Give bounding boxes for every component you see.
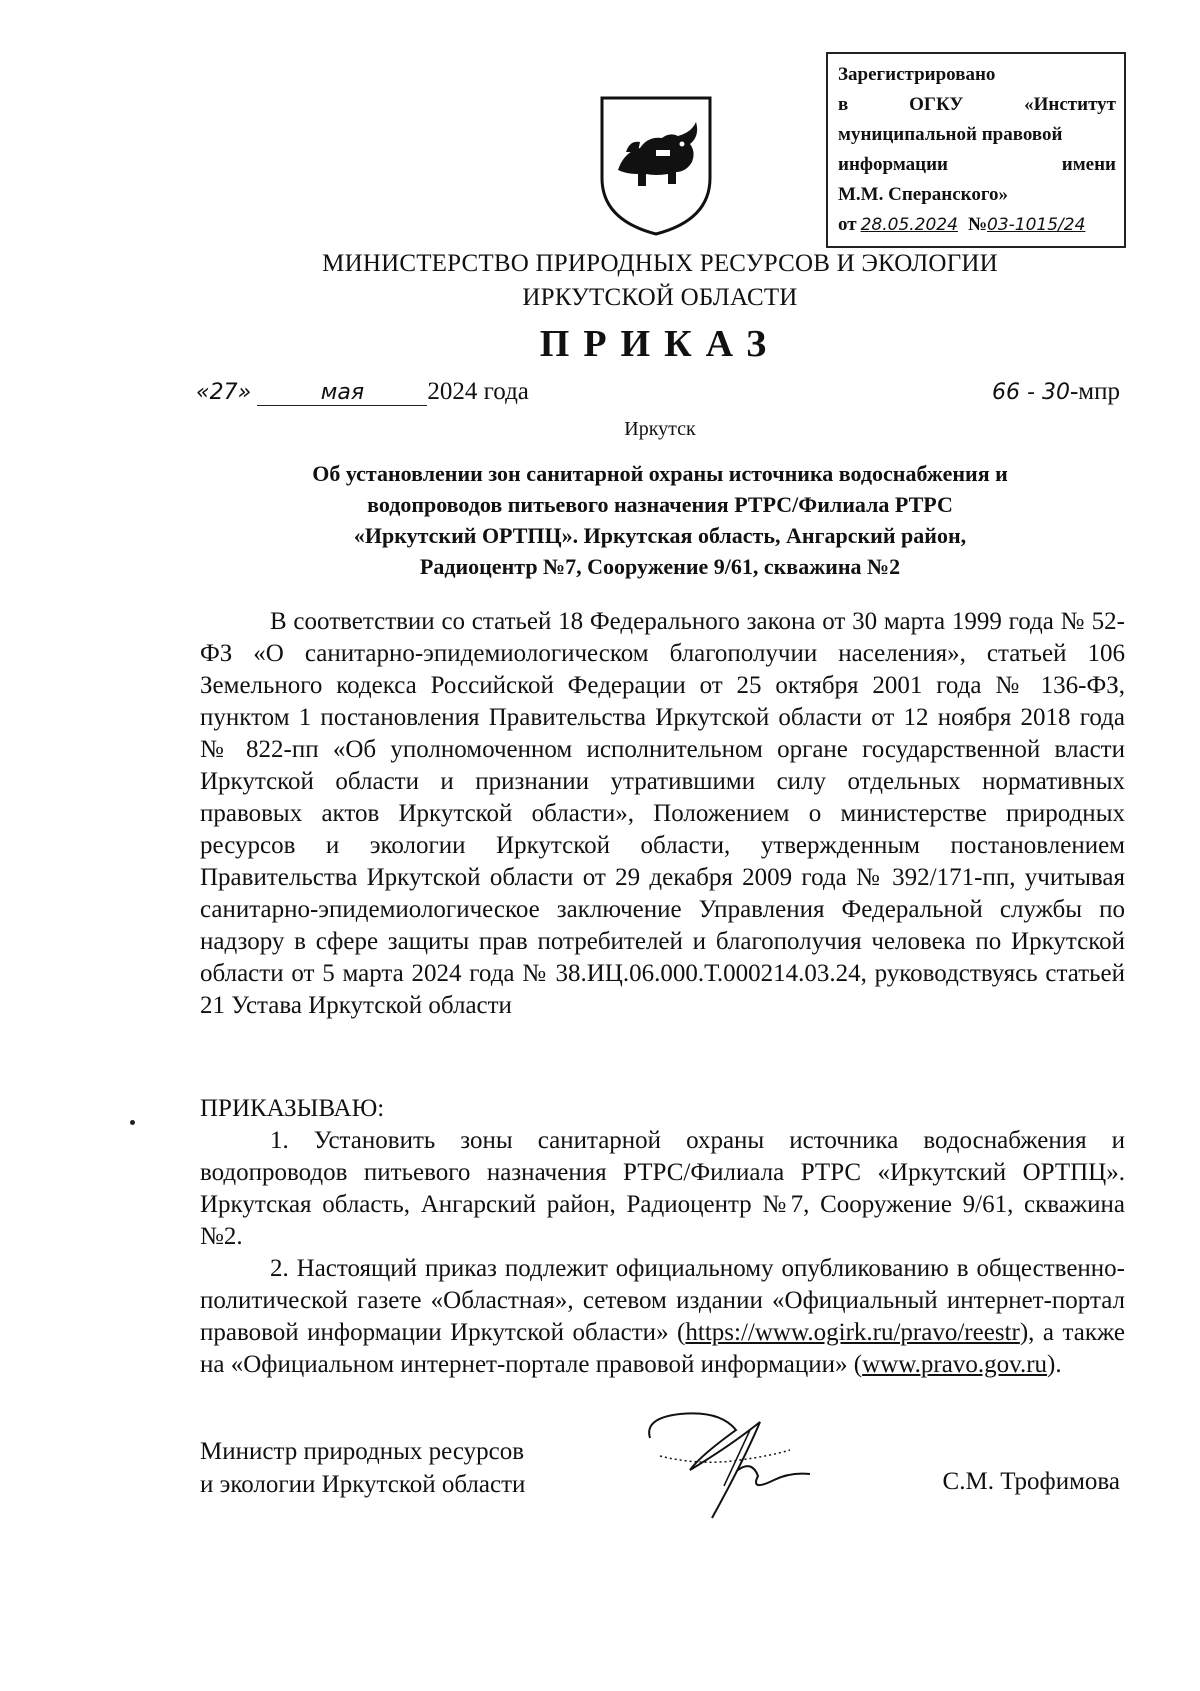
order-item-2-text: ). xyxy=(1047,1351,1062,1378)
order-subject xyxy=(200,458,1120,582)
scan-speck xyxy=(130,1120,135,1125)
stamp-line: «Институт xyxy=(1024,94,1116,115)
handwritten-signature xyxy=(640,1400,830,1525)
order-item-2-text: 2. Настоящий приказ подлежит официальному опубликованию в общественно-политической газете «Областная», сетевом издании «Официальный интернет-портал правовой информации Иркутской области» ( xyxy=(200,1255,1125,1346)
pravo-gov-link[interactable]: www.pravo.gov.ru xyxy=(862,1351,1048,1378)
order-number-handwritten: 66 - 30 xyxy=(992,380,1070,405)
order-item-1-text: 1. Установить зоны санитарной охраны источника водоснабжения и водопроводов питьевого назначения РТРС/Филиала РТРС «Иркутский ОРТПЦ». Иркутская область, Ангарский район, Радиоцентр №7, Сооружение 9/61, скважина №2. xyxy=(200,1127,1125,1250)
order-date xyxy=(196,378,529,406)
coat-of-arms-emblem xyxy=(596,92,716,238)
city-name: Иркутск xyxy=(624,418,696,440)
subject-line: «Иркутский ОРТПЦ». Иркутская область, Ангарский район, xyxy=(353,523,967,548)
order-day: «27» xyxy=(196,380,252,405)
stamp-line: муниципальной правовой xyxy=(838,124,1063,145)
order-number xyxy=(992,378,1120,406)
ministry-name-line2: ИРКУТСКОЙ ОБЛАСТИ xyxy=(522,284,798,311)
stamp-date-prefix: от xyxy=(838,214,857,235)
subject-line: Об установлении зон санитарной охраны источника водоснабжения и xyxy=(312,461,1008,486)
stamp-line: в xyxy=(838,94,849,115)
stamp-number-prefix: № xyxy=(967,214,988,235)
signer-position xyxy=(200,1435,525,1501)
stamp-date: 28.05.2024 xyxy=(860,215,958,235)
order-number-suffix: -мпр xyxy=(1069,378,1120,405)
preamble-paragraph xyxy=(200,606,1125,1022)
order-item-2-text: ), а также на «Официальном интернет-портале правовой информации» ( xyxy=(200,1319,1126,1378)
order-word: ПРИКАЗЫВАЮ: xyxy=(200,1095,385,1122)
subject-line: Радиоцентр №7, Сооружение 9/61, скважина №2 xyxy=(419,554,901,579)
signer-position-line: Министр природных ресурсов xyxy=(200,1438,525,1465)
document-title: ПРИКАЗ xyxy=(539,323,781,365)
stamp-line: имени xyxy=(1061,154,1116,175)
stamp-number: 03-1015/24 xyxy=(987,215,1086,235)
order-item-1 xyxy=(200,1125,1125,1253)
ministry-name-line1: МИНИСТЕРСТВО ПРИРОДНЫХ РЕСУРСОВ И ЭКОЛОГИИ xyxy=(322,250,998,277)
ogirk-link[interactable]: https://www.ogirk.ru/pravo/reestr xyxy=(685,1319,1020,1346)
stamp-line: М.М. Сперанского» xyxy=(838,184,1009,205)
stamp-line: Зарегистрировано xyxy=(838,64,996,85)
signer-position-line: и экологии Иркутской области xyxy=(200,1471,526,1498)
order-month: мая xyxy=(257,380,427,406)
registration-stamp xyxy=(826,52,1126,248)
order-item-2 xyxy=(200,1253,1125,1381)
order-year: 2024 года xyxy=(427,378,529,405)
stamp-line: информации xyxy=(838,154,948,175)
stamp-line: ОГКУ xyxy=(909,94,964,115)
subject-line: водопроводов питьевого назначения РТРС/Филиала РТРС xyxy=(367,492,953,517)
preamble-text: В соответствии со статьей 18 Федерального закона от 30 марта 1999 года № 52-ФЗ «О санитарно-эпидемиологическом благополучии населения», статьей 106 Земельного кодекса Российской Федерации от 25 октября 2001 года № 136-ФЗ, пунктом 1 постановления Правительства Иркутской области от 12 ноября 2018 года № 822-пп «Об уполномоченном исполнительном органе государственной власти Иркутской области и признании утратившими силу отдельных нормативных правовых актов Иркутской области», Положением о министерстве природных ресурсов и экологии Иркутской области, утвержденным постановлением Правительства Иркутской области от 29 декабря 2009 года № 392/171-пп, учитывая санитарно-эпидемиологическое заключение Управления Федеральной службы по надзору в сфере защиты прав потребителей и благополучия человека по Иркутской области от 5 марта 2024 года № 38.ИЦ.06.000.Т.000214.03.24, руководствуясь статьей 21 Устава Иркутской области xyxy=(200,608,1125,1019)
signer-name: С.М. Трофимова xyxy=(942,1468,1120,1495)
